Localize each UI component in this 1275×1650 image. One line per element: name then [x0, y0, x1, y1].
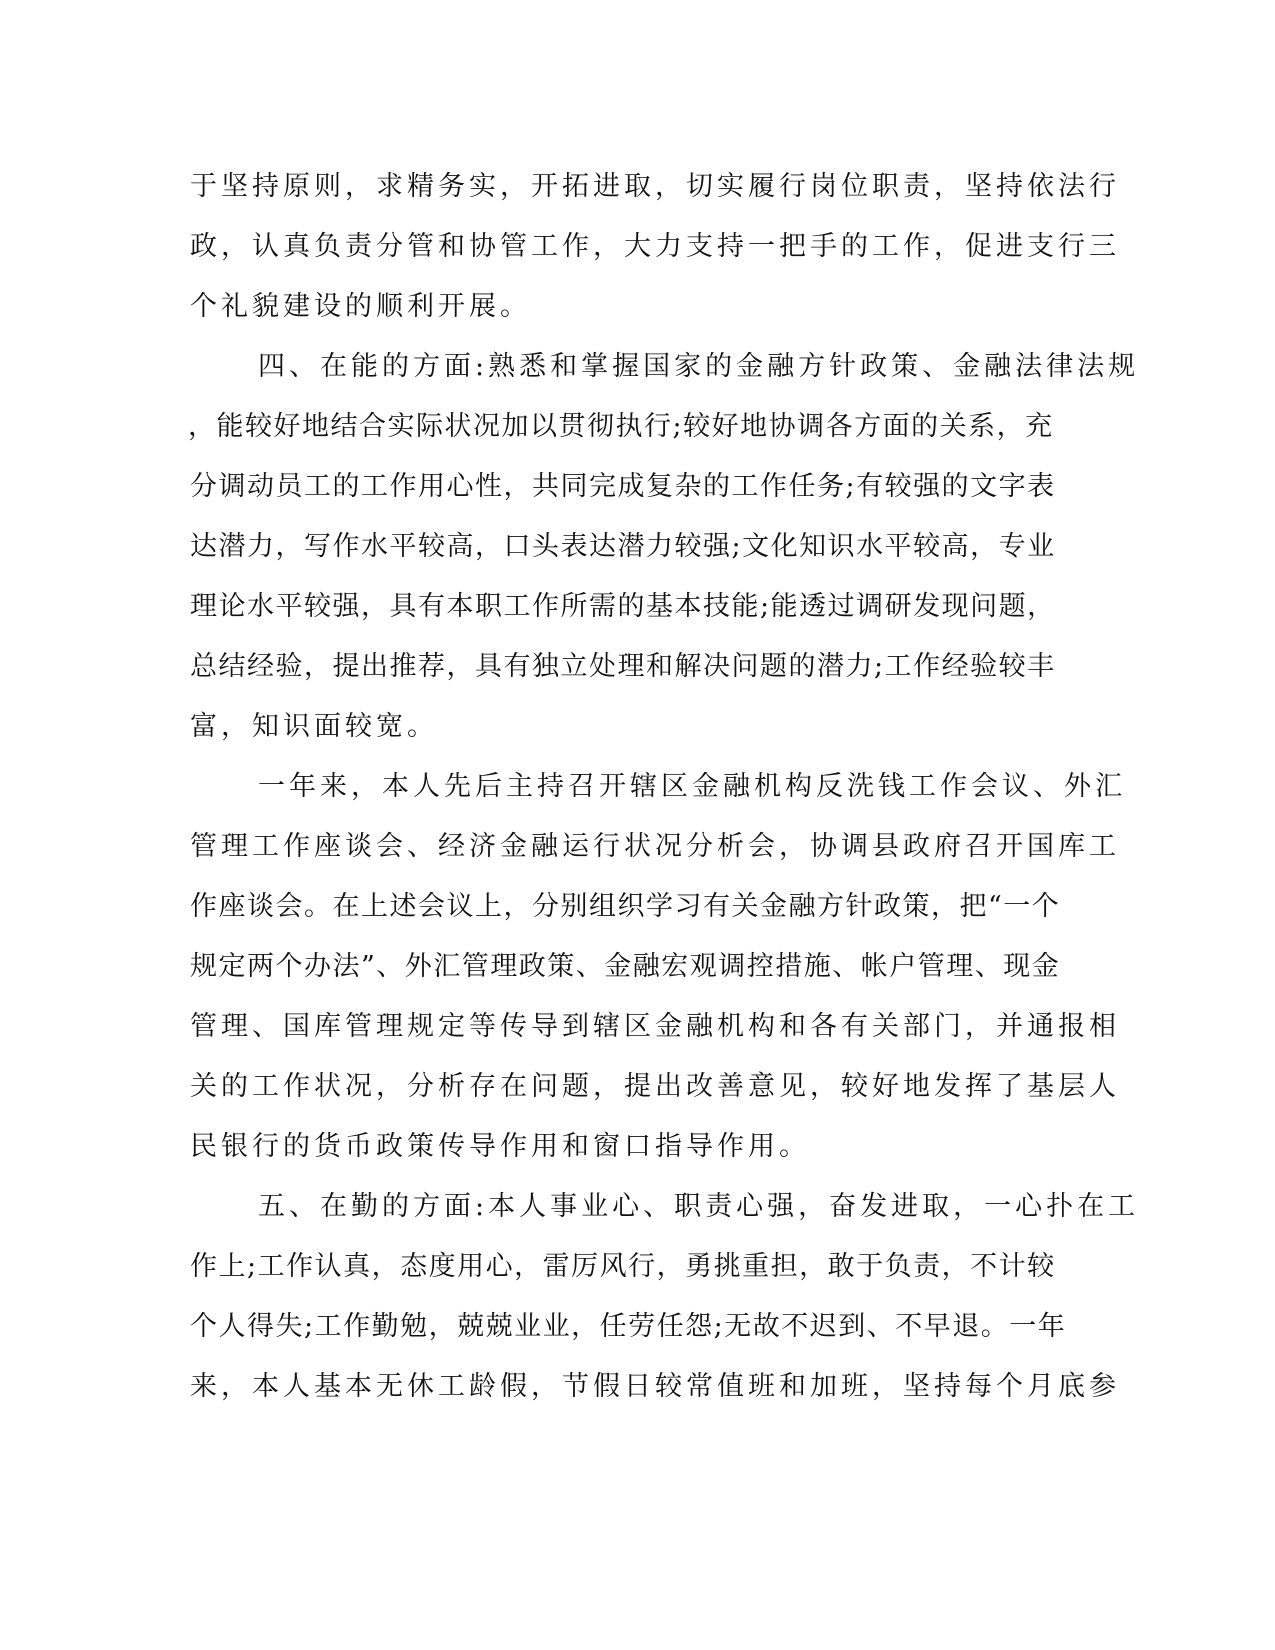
paragraph-first-line: 一年来，本人先后主持召开辖区金融机构反洗钱工作会议、外汇: [258, 771, 1126, 802]
text-line: 民银行的货币政策传导作用和窗口指导作用。: [190, 1131, 810, 1162]
text-line: 分调动员工的工作用心性，共同完成复杂的工作任务;有较强的文字表: [190, 471, 1056, 502]
text-line: 富，知识面较宽。: [190, 711, 438, 742]
body-text: [188, 157, 1140, 1417]
text-line: 个礼貌建设的顺利开展。: [190, 291, 531, 322]
text-line: 总结经验，提出推荐，具有独立处理和解决问题的潜力;工作经验较丰: [190, 651, 1056, 682]
text-line: 管理工作座谈会、经济金融运行状况分析会，协调县政府召开国库工: [190, 831, 1120, 862]
text-line: 作上;工作认真，态度用心，雷厉风行，勇挑重担，敢于负责，不计较: [190, 1251, 1056, 1282]
paragraph-first-line: 五、在勤的方面:本人事业心、职责心强，奋发进取，一心扑在工: [258, 1191, 1140, 1222]
text-line: 理论水平较强，具有本职工作所需的基本技能;能透过调研发现问题，: [190, 591, 1056, 622]
text-line: 关的工作状况，分析存在问题，提出改善意见，较好地发挥了基层人: [190, 1071, 1120, 1102]
text-line: 达潜力，写作水平较高，口头表达潜力较强;文化知识水平较高，专业: [190, 531, 1056, 562]
paragraph-first-line: 四、在能的方面:熟悉和掌握国家的金融方针政策、金融法律法规: [258, 351, 1140, 382]
text-line: 管理、国库管理规定等传导到辖区金融机构和各有关部门，并通报相: [190, 1011, 1120, 1042]
text-line: 作座谈会。在上述会议上，分别组织学习有关金融方针政策，把“一个: [190, 891, 1061, 922]
text-line: ，能较好地结合实际状况加以贯彻执行;较好地协调各方面的关系，充: [188, 411, 1054, 442]
text-line: 于坚持原则，求精务实，开拓进取，切实履行岗位职责，坚持依法行: [190, 171, 1120, 202]
text-line: 政，认真负责分管和协管工作，大力支持一把手的工作，促进支行三: [190, 231, 1120, 262]
text-line: 个人得失;工作勤勉，兢兢业业，任劳任怨;无故不迟到、不早退。一年: [190, 1311, 1067, 1342]
text-line: 规定两个办法”、外汇管理政策、金融宏观调控措施、帐户管理、现金: [190, 951, 1061, 982]
text-line: 来，本人基本无休工龄假，节假日较常值班和加班，坚持每个月底参: [190, 1371, 1120, 1402]
